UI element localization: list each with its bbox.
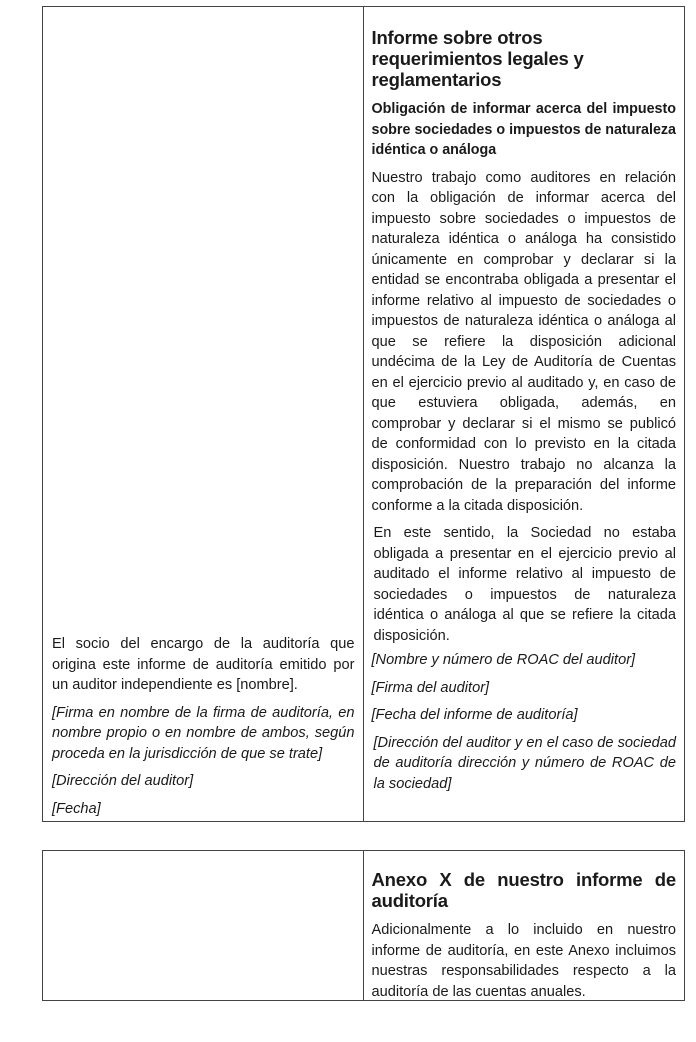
- auditor-address-placeholder: [Dirección del auditor]: [52, 773, 194, 789]
- audit-work-paragraph: Nuestro trabajo como auditores en relación con la obligación de informar acerca del impuesto sobre sociedades o impuestos de naturaleza idéntica o análoga ha consistido únicamente en comprobar y declarar si la entidad se encontraba obligada a presentar el informe relativo al impuesto de sociedades o impuestos de naturaleza idéntica o análoga al que se refiere la disposición adicional undécima de la Ley de Auditoría de Cuentas en el ejercicio previo al auditado y, en caso de que estuviera obligada, además, en comprobar y declarar si el mismo se publicó de conformidad con lo previsto en la citada disposición. Nuestro trabajo no alcanza la comprobación de la preparación del informe conforme a la citada disposición.: [371, 169, 676, 514]
- annex-block: [364, 869, 685, 1009]
- bilingual-table-2: [42, 850, 685, 1001]
- left-signature-block: [43, 634, 363, 826]
- section-subheading: Obligación de informar acerca del impuesto sobre sociedades o impuestos de naturaleza idéntica o análoga: [371, 101, 676, 158]
- annex-paragraph: Adicionalmente a lo incluido en nuestro informe de auditoría, en este Anexo incluimos nuestras responsabilidades respecto a la auditoría de las cuentas anuales.: [371, 922, 676, 1000]
- report-date-placeholder: [Fecha del informe de auditoría]: [371, 707, 578, 723]
- conclusion-paragraph: En este sentido, la Sociedad no estaba obligada a presentar en el ejercicio previo al auditado el informe relativo al impuesto de sociedades o impuestos de naturaleza idéntica o análoga al que se refiere la citada disposición.: [373, 525, 676, 644]
- firm-signature-placeholder: [Firma en nombre de la firma de auditoría, en nombre propio o en nombre de ambos, según proceda en la jurisdicción de que se trate]: [52, 704, 355, 762]
- left-column-1: [43, 7, 364, 821]
- annex-heading: Anexo X de nuestro informe de auditoría: [371, 869, 676, 911]
- right-column-2: [364, 851, 685, 1000]
- right-report-block: [364, 27, 685, 653]
- section-heading: Informe sobre otros requerimientos legales y reglamentarios: [371, 27, 584, 90]
- auditor-address-roac-placeholder: [Dirección del auditor y en el caso de sociedad de auditoría dirección y número de ROAC de la sociedad]: [373, 734, 676, 792]
- engagement-partner-text: El socio del encargo de la auditoría que origina este informe de auditoría emitido por un auditor independiente es [nombre].: [52, 636, 355, 693]
- bilingual-table-1: [42, 6, 685, 822]
- auditor-name-roac-placeholder: [Nombre y número de ROAC del auditor]: [371, 652, 636, 668]
- left-column-2: [43, 851, 364, 1000]
- right-column-1: [364, 7, 685, 821]
- right-signature-block: [364, 650, 685, 801]
- date-placeholder: [Fecha]: [52, 800, 101, 817]
- auditor-signature-placeholder: [Firma del auditor]: [371, 679, 490, 696]
